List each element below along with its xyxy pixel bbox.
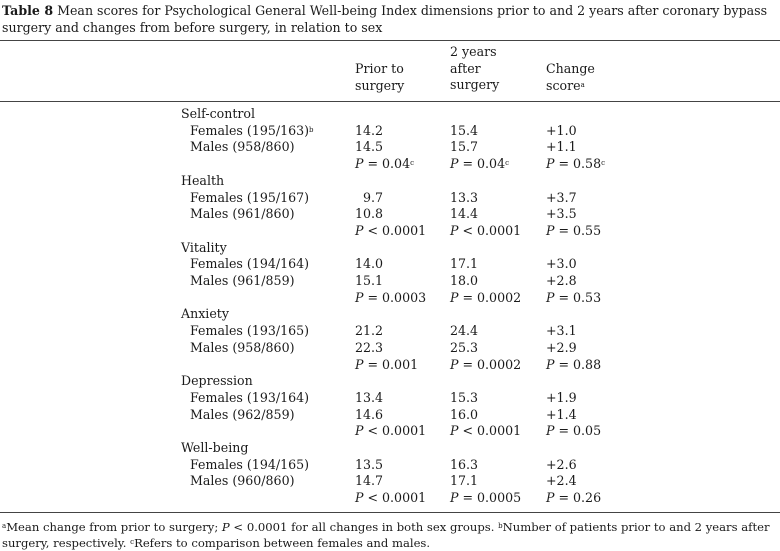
males-value: 17.1 — [450, 473, 479, 489]
p-value — [450, 223, 521, 239]
p-symbol: P — [546, 423, 555, 439]
p-text: = 0.0003 — [367, 289, 427, 305]
p-symbol: P — [450, 222, 459, 238]
p-value — [546, 357, 601, 373]
p-value — [546, 290, 601, 306]
males-label: Males (960/860) — [190, 473, 295, 489]
p-text: = 0.0005 — [462, 490, 522, 506]
females-value: +3.7 — [546, 189, 577, 205]
males-label: Males (962/859) — [190, 406, 295, 422]
table-caption — [2, 3, 778, 36]
p-symbol: P — [450, 156, 459, 172]
p-text: < 0.0001 — [367, 423, 427, 439]
males-value: +2.4 — [546, 473, 577, 489]
p-text: < 0.0001 — [462, 222, 522, 238]
males-label: Males (961/860) — [190, 206, 295, 222]
females-value: 16.3 — [450, 456, 479, 472]
males-value: 10.8 — [355, 206, 384, 222]
top-rule — [0, 40, 780, 41]
section-title: Self-control — [181, 106, 256, 121]
males-label: Males (961/859) — [190, 273, 295, 288]
males-value: 16.0 — [450, 406, 479, 422]
females-label — [190, 190, 309, 206]
p-text: < 0.0001 — [462, 423, 522, 439]
header-after-line2: after — [450, 60, 481, 76]
p-text: = 0.53 — [558, 289, 602, 305]
p-sup: c — [601, 159, 606, 168]
section-title: Anxiety — [181, 306, 229, 322]
p-symbol: P — [355, 289, 364, 305]
females-label-text: Females (195/163) — [190, 122, 310, 138]
females-label-text: Females (193/164) — [190, 389, 310, 405]
p-symbol: P — [355, 222, 364, 238]
footnote-c-mark: c — [130, 538, 135, 546]
males-value: +2.8 — [546, 273, 577, 288]
females-value: 13.5 — [355, 456, 384, 472]
p-symbol: P — [355, 423, 364, 439]
footnote-b-text: Number of patients prior to and 2 years after surgery, respectively. — [2, 520, 770, 550]
bottom-rule — [0, 512, 780, 513]
males-value: 14.4 — [450, 206, 479, 222]
females-value: 21.2 — [355, 323, 384, 339]
header-after — [450, 44, 499, 94]
p-symbol: P — [546, 222, 555, 238]
p-value — [546, 223, 601, 239]
p-value — [546, 156, 605, 172]
males-value: 18.0 — [450, 273, 479, 288]
p-text: = 0.04 — [367, 156, 411, 172]
footnote-b-mark: b — [498, 522, 503, 530]
males-value: 14.6 — [355, 406, 384, 422]
section-title: Well-being — [181, 440, 249, 455]
footnote-a-p: P — [221, 520, 230, 534]
p-value — [450, 156, 509, 172]
males-label: Males (958/860) — [190, 339, 295, 355]
header-after-line3: surgery — [450, 77, 500, 93]
p-text: = 0.0002 — [462, 356, 522, 372]
p-symbol: P — [450, 356, 459, 372]
p-symbol: P — [450, 490, 459, 506]
females-value: 14.0 — [355, 256, 384, 272]
females-label-text: Females (195/167) — [190, 189, 310, 205]
p-text: < 0.0001 — [367, 490, 427, 506]
p-symbol: P — [355, 490, 364, 506]
header-prior-line1: Prior to — [355, 61, 404, 76]
females-label — [190, 123, 314, 139]
header-change-line1: Change — [546, 61, 595, 76]
males-value: +1.4 — [546, 406, 577, 422]
header-change-line2 — [546, 78, 595, 95]
p-text: = 0.04 — [462, 156, 506, 172]
header-change-word: score — [546, 77, 581, 93]
females-value: 13.4 — [355, 389, 384, 405]
p-value — [355, 423, 426, 439]
p-value — [355, 490, 426, 506]
males-label: Males (958/860) — [190, 139, 295, 155]
header-prior-line2: surgery — [355, 77, 405, 93]
males-value: 22.3 — [355, 339, 384, 355]
p-value — [450, 357, 521, 373]
header-after-line1: 2 years — [450, 44, 497, 59]
caption-text: Mean scores for Psychological General Well-being Index dimensions prior to and 2 years after coronary bypass surgery and changes from before surgery, in relation to sex — [2, 3, 768, 35]
section-title: Health — [181, 172, 225, 188]
females-value: 13.3 — [450, 189, 479, 205]
males-value: 14.5 — [355, 139, 384, 155]
females-value: 9.7 — [363, 189, 384, 205]
females-label — [190, 323, 309, 339]
females-value: 15.3 — [450, 389, 479, 405]
p-symbol: P — [546, 156, 555, 172]
p-text: = 0.58 — [558, 156, 602, 172]
females-label-text: Females (193/165) — [190, 323, 310, 339]
header-rule — [0, 101, 780, 102]
females-label-text: Females (194/164) — [190, 256, 310, 272]
p-text: = 0.05 — [558, 423, 602, 439]
females-label — [190, 256, 309, 272]
header-change — [546, 61, 595, 94]
females-label-sup: b — [309, 125, 314, 134]
p-symbol: P — [355, 356, 364, 372]
p-text: = 0.0002 — [462, 289, 522, 305]
p-value — [546, 423, 601, 439]
table-label: Table 8 — [2, 3, 54, 18]
females-label — [190, 457, 309, 473]
p-value — [450, 290, 521, 306]
males-value: 25.3 — [450, 339, 479, 355]
p-text: = 0.88 — [558, 356, 602, 372]
p-value — [450, 423, 521, 439]
females-value: +1.9 — [546, 389, 577, 405]
p-symbol: P — [546, 490, 555, 506]
p-value — [355, 357, 418, 373]
p-value — [355, 290, 426, 306]
p-symbol: P — [546, 356, 555, 372]
footnote-c-text: Refers to comparison between females and males. — [134, 536, 431, 550]
section-title: Vitality — [181, 239, 227, 255]
p-symbol: P — [450, 289, 459, 305]
males-value: 14.7 — [355, 473, 384, 489]
section-title: Depression — [181, 373, 253, 389]
females-value: +3.1 — [546, 323, 577, 339]
males-value: +2.9 — [546, 339, 577, 355]
females-value: 14.2 — [355, 122, 384, 138]
females-value: 17.1 — [450, 256, 479, 272]
p-value — [355, 223, 426, 239]
females-label — [190, 390, 309, 406]
females-value: +3.0 — [546, 256, 577, 272]
p-sup: c — [410, 159, 415, 168]
females-value: 24.4 — [450, 323, 479, 339]
footnote-a-rest: < 0.0001 for all changes in both sex groups. — [229, 520, 499, 534]
p-value — [355, 156, 414, 172]
p-text: < 0.0001 — [367, 222, 427, 238]
p-symbol: P — [355, 156, 364, 172]
females-value: 15.4 — [450, 122, 479, 138]
p-symbol: P — [450, 423, 459, 439]
males-value: 15.7 — [450, 139, 479, 155]
p-value — [450, 490, 521, 506]
p-symbol: P — [546, 289, 555, 305]
females-value: +1.0 — [546, 122, 577, 138]
females-label-text: Females (194/165) — [190, 456, 310, 472]
males-value: +1.1 — [546, 139, 577, 155]
footnote-a-text: Mean change from prior to surgery; — [6, 520, 222, 534]
table-footnotes — [2, 519, 778, 551]
p-text: = 0.55 — [558, 222, 602, 238]
males-value: +3.5 — [546, 206, 577, 222]
males-value: 15.1 — [355, 273, 384, 288]
header-prior — [355, 61, 404, 94]
p-text: = 0.26 — [558, 490, 602, 506]
p-value — [546, 490, 601, 506]
females-value: +2.6 — [546, 456, 577, 472]
header-change-sup: a — [580, 80, 585, 89]
p-text: = 0.001 — [367, 356, 419, 372]
p-sup: c — [505, 159, 510, 168]
footnote-a-mark: a — [2, 522, 7, 530]
